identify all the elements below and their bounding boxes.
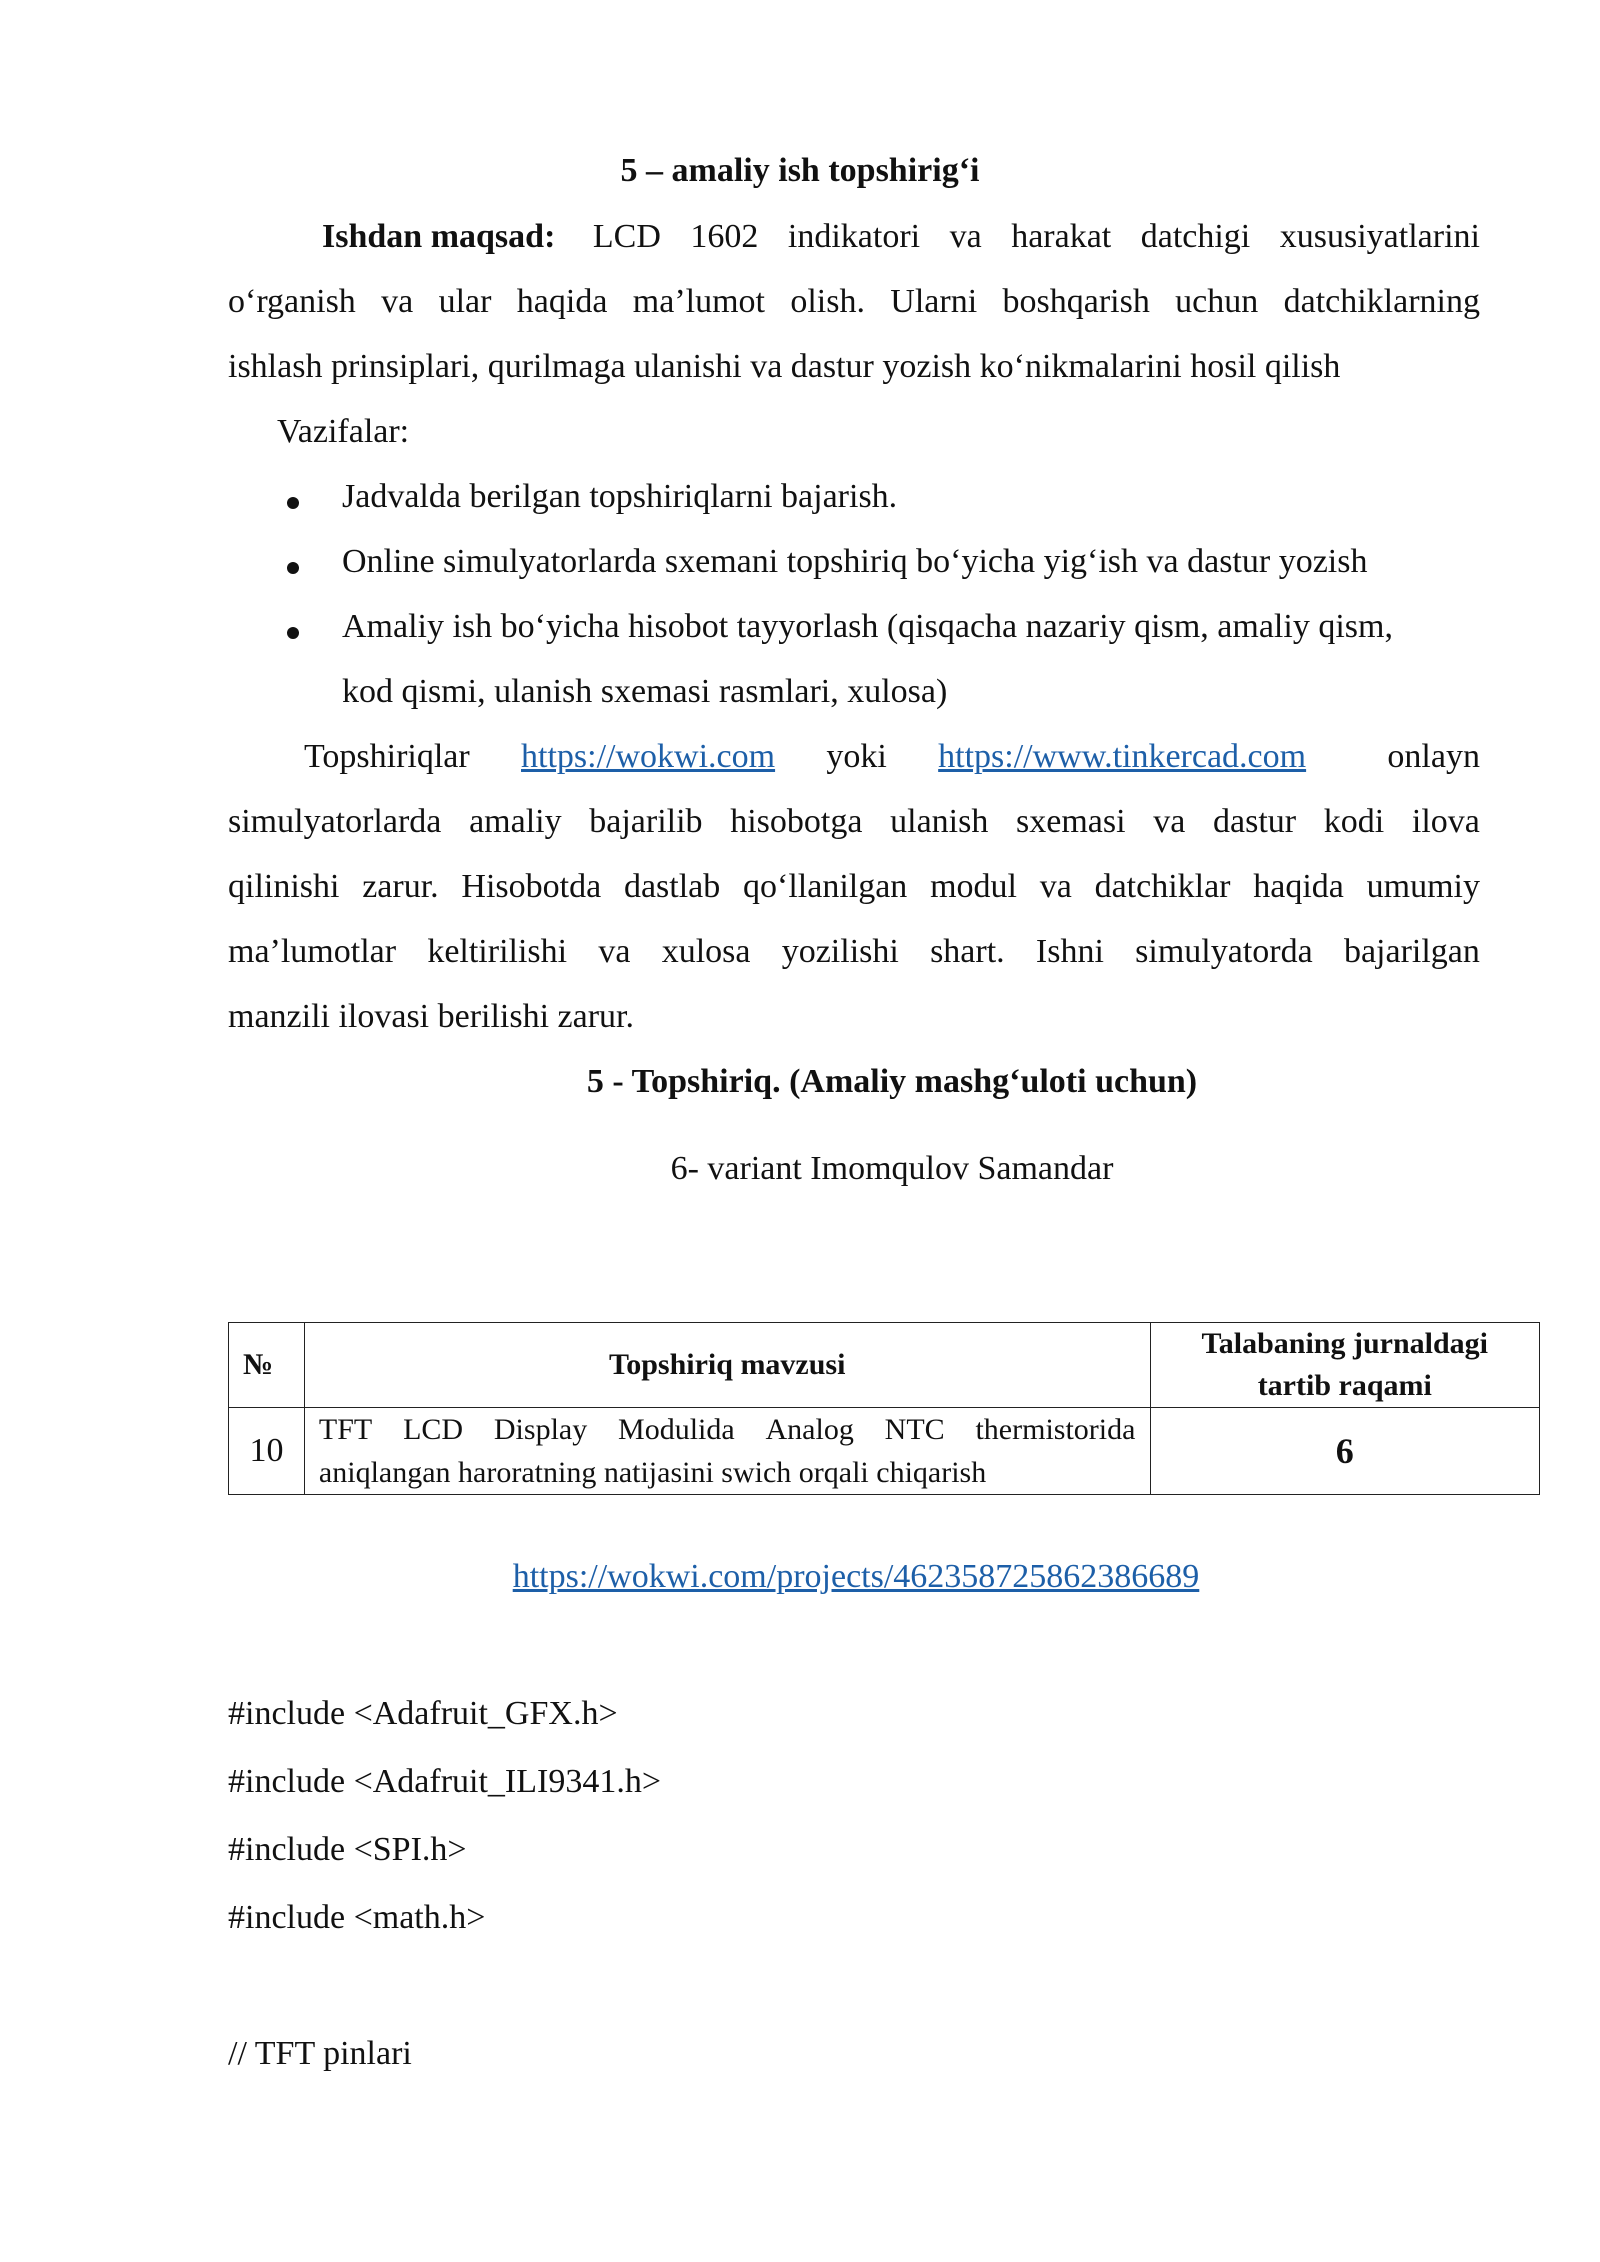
code-line-2: #include <Adafruit_ILI9341.h> — [228, 1763, 662, 1800]
instructions-line-5: manzili ilovasi berilishi zarur. — [228, 998, 635, 1035]
instructions-text: onlayn — [1387, 738, 1480, 775]
instructions-word: ma’lumotlar — [228, 933, 397, 970]
goal-label: Ishdan maqsad: — [322, 218, 556, 255]
topic-word: Analog — [765, 1413, 854, 1446]
task-item-3: Amaliy ish bo‘yicha hisobot tayyorlash (qisqacha nazariy qism, amaliy qism, — [342, 608, 1393, 645]
instructions-line-3 — [228, 868, 1480, 906]
instructions-word: va — [1153, 803, 1186, 840]
goal-word: indikatori — [787, 218, 921, 255]
topic-word: thermistorida — [975, 1413, 1136, 1446]
goal-word: datchigi — [1140, 218, 1251, 255]
task-item-3-continued: kod qismi, ulanish sxemasi rasmlari, xulosa) — [342, 673, 948, 710]
goal-word: o‘rganish — [228, 283, 356, 320]
code-line-3: #include <SPI.h> — [228, 1831, 467, 1868]
row-topic-line-2: aniqlangan haroratning natijasini swich orqali chiqarish — [318, 1456, 987, 1489]
instructions-word: umumiy — [1366, 868, 1480, 905]
instructions-line-2 — [228, 803, 1480, 841]
row-journal-number: 6 — [1150, 1408, 1539, 1495]
task-table — [228, 1322, 1540, 1495]
row-topic — [304, 1408, 1150, 1495]
bullet-icon — [287, 562, 299, 574]
bullet-icon — [287, 627, 299, 639]
goal-word: haqida — [516, 283, 608, 320]
section-title: 5 - Topshiriq. (Amaliy mashg‘uloti uchun) — [586, 1063, 1198, 1100]
goal-line-3: ishlash prinsiplari, qurilmaga ulanishi va dastur yozish ko‘nikmalarini hosil qilish — [228, 348, 1341, 385]
header-journal — [1150, 1323, 1539, 1408]
goal-word: LCD — [592, 218, 661, 255]
header-journal-line-2: tartib raqami — [1257, 1369, 1432, 1402]
goal-word: va — [949, 218, 982, 255]
row-topic-line-1 — [319, 1408, 1136, 1451]
topic-word: Modulida — [618, 1413, 735, 1446]
instructions-word: bajarilgan — [1343, 933, 1480, 970]
topic-word: LCD — [403, 1413, 464, 1446]
project-link-wrap — [0, 1558, 1600, 1596]
goal-word: xususiyatlarini — [1279, 218, 1480, 255]
goal-word: va — [381, 283, 414, 320]
goal-word: ma’lumot — [632, 283, 765, 320]
topic-word: TFT — [318, 1413, 373, 1446]
instructions-word: amaliy — [469, 803, 562, 840]
instructions-text: Topshiriqlar — [304, 738, 470, 775]
tasks-label: Vazifalar: — [277, 413, 410, 450]
instructions-word: simulyatorlarda — [228, 803, 442, 840]
bullet-icon — [287, 497, 299, 509]
instructions-word: haqida — [1253, 868, 1344, 905]
task-item-1: Jadvalda berilgan topshiriqlarni bajarish. — [342, 478, 898, 515]
topic-word: Display — [493, 1413, 588, 1446]
table-header-row — [229, 1323, 1540, 1408]
document-title: 5 – amaliy ish topshirig‘i — [620, 152, 980, 189]
topic-word: NTC — [884, 1413, 945, 1446]
instructions-word: xulosa — [661, 933, 751, 970]
goal-line-1 — [322, 218, 1480, 256]
code-line-4: #include <math.h> — [228, 1899, 486, 1936]
instructions-word: sxemasi — [1016, 803, 1126, 840]
instructions-word: hisobotga — [730, 803, 863, 840]
instructions-line-4 — [228, 933, 1480, 971]
instructions-word: datchiklar — [1094, 868, 1231, 905]
instructions-word: zarur. — [362, 868, 439, 905]
instructions-word: qo‘llanilgan — [743, 868, 908, 905]
instructions-text: yoki — [826, 738, 887, 775]
instructions-word: qilinishi — [228, 868, 340, 905]
instructions-word: simulyatorda — [1135, 933, 1313, 970]
header-journal-line-1: Talabaning jurnaldagi — [1201, 1327, 1489, 1360]
goal-word: olish. — [790, 283, 865, 320]
variant-label: 6- variant Imomqulov Samandar — [670, 1150, 1114, 1187]
instructions-word: va — [1039, 868, 1072, 905]
instructions-word: keltirilishi — [427, 933, 568, 970]
instructions-word: va — [598, 933, 631, 970]
code-comment: // TFT pinlari — [228, 2035, 412, 2072]
goal-word: datchiklarning — [1283, 283, 1480, 320]
instructions-word: shart. — [930, 933, 1005, 970]
goal-word: 1602 — [690, 218, 759, 255]
table-row — [229, 1408, 1540, 1495]
row-number: 10 — [229, 1408, 305, 1495]
instructions-word: Ishni — [1035, 933, 1104, 970]
goal-word: uchun — [1175, 283, 1259, 320]
instructions-word: dastlab — [623, 868, 721, 905]
task-item-2: Online simulyatorlarda sxemani topshiriq bo‘yicha yig‘ish va dastur yozish — [342, 543, 1368, 580]
instructions-word: modul — [930, 868, 1017, 905]
goal-word: harakat — [1011, 218, 1112, 255]
project-link[interactable]: https://wokwi.com/projects/462358725862386689 — [512, 1558, 1200, 1595]
instructions-word: dastur — [1213, 803, 1297, 840]
wokwi-link[interactable]: https://wokwi.com — [521, 738, 776, 775]
instructions-word: Hisobotda — [461, 868, 602, 905]
instructions-word: ulanish — [890, 803, 989, 840]
goal-word: Ularni — [890, 283, 978, 320]
header-number: № — [229, 1323, 305, 1408]
instructions-word: ilova — [1411, 803, 1480, 840]
goal-word: ular — [438, 283, 492, 320]
instructions-word: yozilishi — [781, 933, 899, 970]
goal-line-2 — [228, 283, 1480, 321]
instructions-line-1 — [304, 738, 1480, 776]
header-topic: Topshiriq mavzusi — [304, 1323, 1150, 1408]
goal-word: boshqarish — [1002, 283, 1150, 320]
instructions-word: kodi — [1323, 803, 1385, 840]
instructions-word: bajarilib — [589, 803, 703, 840]
tinkercad-link[interactable]: https://www.tinkercad.com — [938, 738, 1307, 775]
code-line-1: #include <Adafruit_GFX.h> — [228, 1695, 618, 1732]
